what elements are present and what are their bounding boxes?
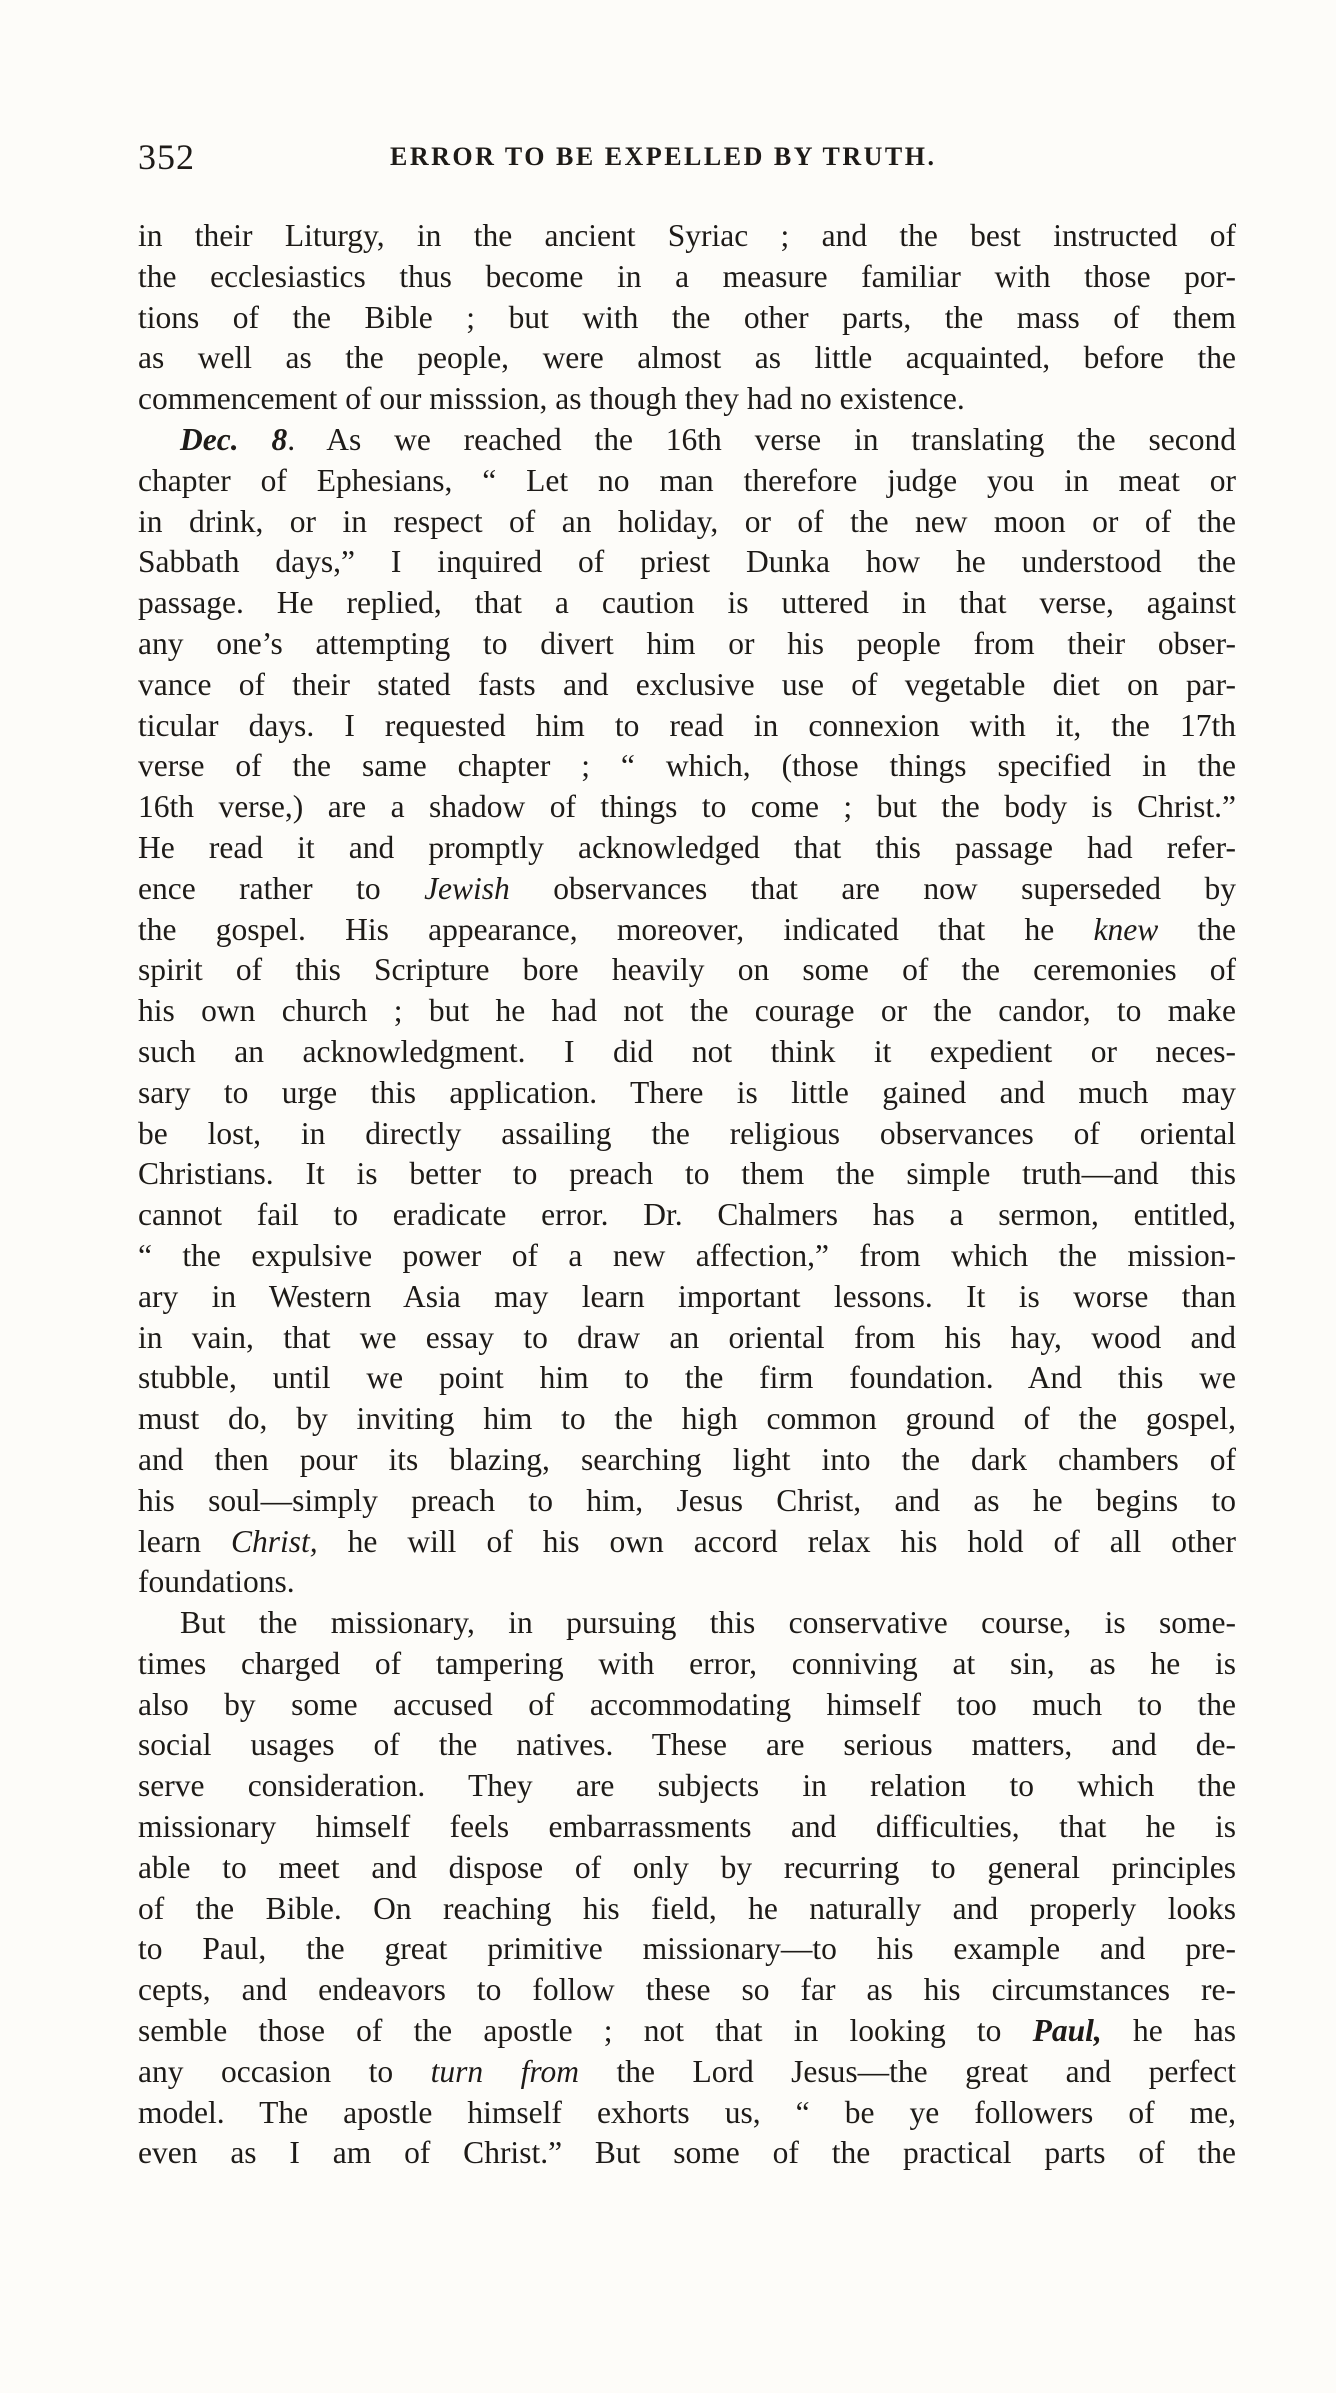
text-line: He read it and promptly acknowledged that this passage had refer- — [138, 829, 1236, 865]
text-line: times charged of tampering with error, conniving at sin, as he is — [138, 1645, 1236, 1681]
text-line: must do, by inviting him to the high common ground of the gospel, — [138, 1401, 1236, 1437]
text-line: able to meet and dispose of only by recurring to general principles — [138, 1849, 1236, 1885]
body-text — [138, 216, 1236, 2174]
text-line: “ the expulsive power of a new affection,” from which the mission- — [138, 1237, 1236, 1273]
text-line: Dec. 8. As we reached the 16th verse in translating the second — [180, 421, 1236, 457]
text-line: passage. He replied, that a caution is uttered in that verse, against — [138, 585, 1236, 621]
text-line: stubble, until we point him to the firm foundation. And this we — [138, 1360, 1236, 1396]
text-line: ticular days. I requested him to read in connexion with it, the 17th — [138, 707, 1236, 743]
text-line: Sabbath days,” I inquired of priest Dunka how he understood the — [138, 544, 1236, 580]
text-line: commencement of our misssion, as though they had no existence. — [138, 381, 965, 417]
text-line: missionary himself feels embarrassments and difficulties, that he is — [138, 1809, 1236, 1845]
text-line: any one’s attempting to divert him or his people from their obser- — [138, 625, 1236, 661]
text-line: such an acknowledgment. I did not think it expedient or neces- — [138, 1033, 1236, 1069]
text-line: chapter of Ephesians, “ Let no man therefore judge you in meat or — [138, 462, 1236, 498]
text-line: his soul—simply preach to him, Jesus Christ, and as he begins to — [138, 1482, 1236, 1518]
text-line: social usages of the natives. These are serious matters, and de- — [138, 1727, 1236, 1763]
text-line: be lost, in directly assailing the religious observances of oriental — [138, 1115, 1236, 1151]
text-line: and then pour its blazing, searching light into the dark chambers of — [138, 1441, 1236, 1477]
text-line: cannot fail to eradicate error. Dr. Chalmers has a sermon, entitled, — [138, 1197, 1236, 1233]
text-line: learn Christ, he will of his own accord relax his hold of all other — [138, 1523, 1236, 1559]
text-line: verse of the same chapter ; “ which, (those things specified in the — [138, 748, 1236, 784]
text-line: vance of their stated fasts and exclusive use of vegetable diet on par- — [138, 666, 1236, 702]
text-line: the ecclesiastics thus become in a measure familiar with those por- — [138, 258, 1236, 294]
text-line: ence rather to Jewish observances that are now superseded by — [138, 870, 1236, 906]
text-line: Christians. It is better to preach to them the simple truth—and this — [138, 1156, 1236, 1192]
text-line: of the Bible. On reaching his field, he naturally and properly looks — [138, 1890, 1236, 1926]
text-line: any occasion to turn from the Lord Jesus—the great and perfect — [138, 2053, 1236, 2089]
text-line: in drink, or in respect of an holiday, or of the new moon or of the — [138, 503, 1236, 539]
running-head — [138, 136, 1238, 186]
text-line: cepts, and endeavors to follow these so far as his circumstances re- — [138, 1972, 1236, 2008]
date-heading: Dec. 8 — [180, 421, 288, 457]
text-line: But the missionary, in pursuing this conservative course, is some- — [180, 1605, 1236, 1641]
italic-word: Paul, — [1032, 2013, 1102, 2049]
running-title: ERROR TO BE EXPELLED BY TRUTH. — [390, 142, 937, 171]
text-line: as well as the people, were almost as little acquainted, before the — [138, 340, 1236, 376]
text-line: spirit of this Scripture bore heavily on some of the ceremonies of — [138, 952, 1236, 988]
italic-word: turn from — [430, 2053, 579, 2089]
text-line: semble those of the apostle ; not that in looking to Paul, he has — [138, 2013, 1236, 2049]
italic-word: knew — [1093, 911, 1159, 947]
text-line: even as I am of Christ.” But some of the practical parts of the — [138, 2135, 1236, 2171]
page-number: 352 — [138, 137, 195, 177]
text-line: the gospel. His appearance, moreover, indicated that he knew the — [138, 911, 1236, 947]
text-line: ary in Western Asia may learn important lessons. It is worse than — [138, 1278, 1236, 1314]
text-line: in their Liturgy, in the ancient Syriac ; and the best instructed of — [138, 218, 1236, 253]
text-line: serve consideration. They are subjects in relation to which the — [138, 1768, 1236, 1804]
text-line: model. The apostle himself exhorts us, “ be ye followers of me, — [138, 2094, 1236, 2130]
italic-word: Jewish — [424, 870, 510, 906]
italic-word: Christ, — [230, 1523, 318, 1559]
text-line: foundations. — [138, 1564, 295, 1600]
text-line: 16th verse,) are a shadow of things to come ; but the body is Christ.” — [138, 789, 1236, 825]
text-line: also by some accused of accommodating himself too much to the — [138, 1686, 1236, 1722]
text-line: tions of the Bible ; but with the other parts, the mass of them — [138, 299, 1236, 335]
text-line: in vain, that we essay to draw an oriental from his hay, wood and — [138, 1319, 1236, 1355]
text-line: to Paul, the great primitive missionary—to his example and pre- — [138, 1931, 1236, 1967]
text-line: sary to urge this application. There is little gained and much may — [138, 1074, 1236, 1110]
text-line: his own church ; but he had not the courage or the candor, to make — [138, 993, 1236, 1029]
